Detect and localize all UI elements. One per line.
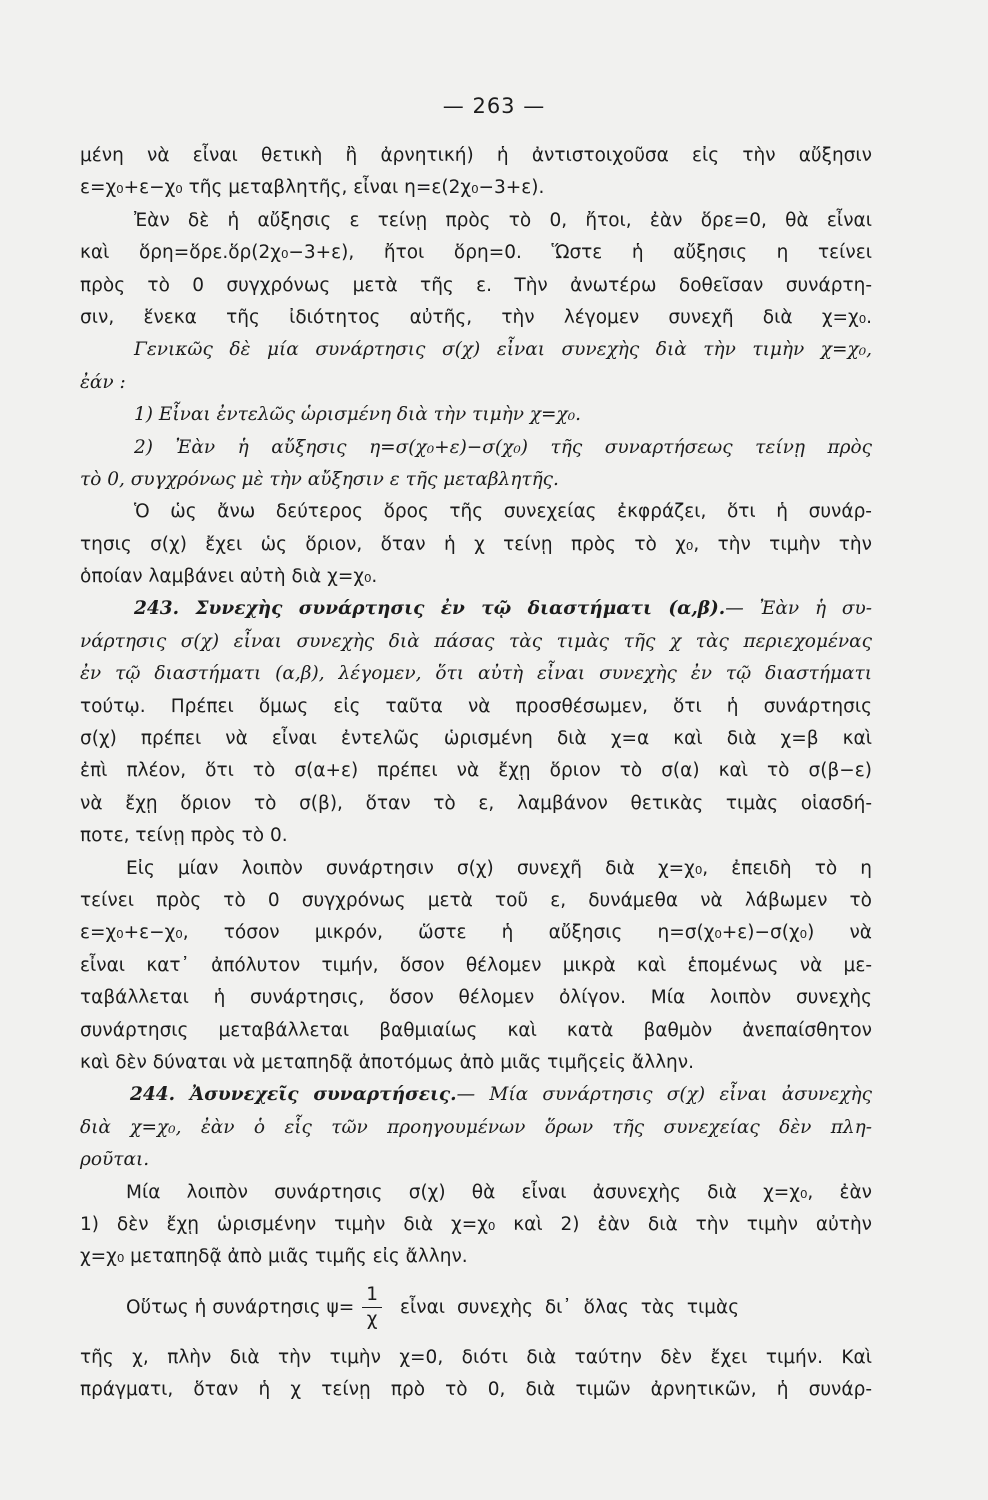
text-line: Μία λοιπὸν συνάρτησις σ(χ) θὰ εἶναι ἀσυνεχὴς διὰ χ=χ₀, ἐὰν [126,1181,872,1203]
text-line: μένη νὰ εἶναι θετικὴ ἢ ἀρνητική) ἡ ἀντιστοιχοῦσα εἰς τὴν αὔξησιν [80,145,872,166]
text-line: Ἐὰν δὲ ἡ αὔξησις ε τείνῃ πρὸς τὸ 0, ἤτοι, ἐὰν ὅρε=0, θὰ εἶναι [134,209,872,231]
section-244-heading-tail: — Μία συνάρτησις σ(χ) εἶναι ἀσυνεχὴς [456,1084,873,1106]
text-line: τησις σ(χ) ἔχει ὡς ὅριον, ὅταν ἡ χ τείνῃ πρὸς τὸ χ₀, τὴν τιμὴν τὴν [80,533,872,555]
text-line: νὰ ἔχῃ ὅριον τὸ σ(β), ὅταν τὸ ε, λαμβάνον θετικὰς τιμὰς οἱασδή- [80,792,872,814]
text-line: εἶναι κατ᾽ ἀπόλυτον τιμήν, ὅσον θέλομεν μικρὰ καὶ ἑπομένως νὰ με- [80,954,872,976]
text-line: νάρτησις σ(χ) εἶναι συνεχὴς διὰ πάσας τὰς τιμὰς τῆς χ τὰς περιεχομένας [80,630,872,652]
text-line: ροῦται. [80,1149,150,1171]
text-line: σιν, ἕνεκα τῆς ἰδιότητος αὐτῆς, τὴν λέγομεν συνεχῆ διὰ χ=χ₀. [80,306,872,328]
text-line: χ=χ₀ μεταπηδᾷ ἀπὸ μιᾶς τιμῆς εἰς ἄλλην. [80,1246,468,1268]
section-243-heading-line [80,593,872,625]
text-line: ἐπὶ πλέον, ὅτι τὸ σ(α+ε) πρέπει νὰ ἔχῃ ὅριον τὸ σ(α) καὶ τὸ σ(β−ε) [80,760,872,782]
text-line: Ὁ ὡς ἄνω δεύτερος ὅρος τῆς συνεχείας ἐκφράζει, ὅτι ἡ συνάρ- [134,501,872,523]
text-line: συνάρτησις μεταβάλλεται βαθμιαίως καὶ κατὰ βαθμὸν ἀνεπαίσθητον [80,1019,872,1041]
section-243-heading-tail: — Ἐὰν ἡ συ- [725,598,872,620]
text-line: ποτε, τείνῃ πρὸς τὸ 0. [80,825,288,847]
page-body [80,140,872,1406]
text-line: ἐάν : [80,371,126,393]
text-line: διὰ χ=χ₀, ἐὰν ὁ εἷς τῶν προηγουμένων ὅρων τῆς συνεχείας δὲν πλη- [80,1116,872,1138]
text-line: Γενικῶς δὲ μία συνάρτησις σ(χ) εἶναι συνεχὴς διὰ τὴν τιμὴν χ=χ₀, [134,339,872,361]
text-line: τὸ 0, συγχρόνως μὲ τὴν αὔξησιν ε τῆς μεταβλητῆς. [80,468,559,490]
fraction [362,1283,382,1332]
text-line: σ(χ) πρέπει νὰ εἶναι ἐντελῶς ὡρισμένη διὰ χ=α καὶ διὰ χ=β καὶ [80,728,872,750]
text-line: Εἰς μίαν λοιπὸν συνάρτησιν σ(χ) συνεχῆ διὰ χ=χ₀, ἐπειδὴ τὸ η [126,857,872,879]
text-line: ἐν τῷ διαστήματι (α,β), λέγομεν, ὅτι αὐτὴ εἶναι συνεχὴς ἐν τῷ διαστήματι [80,663,872,685]
section-244-heading: 244. Ἀσυνεχεῖς συναρτήσεις. [130,1084,457,1106]
text-line: ε=χ₀+ε−χ₀ τῆς μεταβλητῆς, εἶναι η=ε(2χ₀−3+ε). [80,177,545,199]
text-line: ὁποίαν λαμβάνει αὐτὴ διὰ χ=χ₀. [80,566,378,588]
text-line: 2) Ἐὰν ἡ αὔξησις η=σ(χ₀+ε)−σ(χ₀) τῆς συναρτήσεως τείνῃ πρὸς [134,436,872,458]
text-line: τῆς χ, πλὴν διὰ τὴν τιμὴν χ=0, διότι διὰ ταύτην δὲν ἔχει τιμήν. Καὶ [80,1346,872,1368]
fraction-numerator: 1 [362,1283,382,1308]
text-line: πρὸς τὸ 0 συγχρόνως μετὰ τῆς ε. Τὴν ἀνωτέρω δοθεῖσαν συνάρτη- [80,274,872,296]
text-line: 1) δὲν ἔχῃ ὡρισμένην τιμὴν διὰ χ=χ₀ καὶ 2) ἐὰν διὰ τὴν τιμὴν αὐτὴν [80,1213,872,1235]
section-244-heading-line [80,1079,872,1111]
fraction-suffix: εἶναι συνεχὴς δι᾽ ὅλας τὰς τιμὰς [400,1297,740,1319]
text-line: τούτῳ. Πρέπει ὅμως εἰς ταῦτα νὰ προσθέσωμεν, ὅτι ἡ συνάρτησις [80,695,872,717]
fraction-prefix: Οὕτως ἡ συνάρτησις ψ= [126,1297,355,1319]
section-243-heading: 243. Συνεχὴς συνάρτησις ἐν τῷ διαστήματι (α,β). [134,598,726,620]
text-line: καὶ δὲν δύναται νὰ μεταπηδᾷ ἀποτόμως ἀπὸ μιᾶς τιμῆςεἰς ἄλλην. [80,1051,694,1073]
text-line: τείνει πρὸς τὸ 0 συγχρόνως μετὰ τοῦ ε, δυνάμεθα νὰ λάβωμεν τὸ [80,889,872,911]
page-number: — 263 — [442,94,546,118]
fraction-denominator: χ [366,1309,378,1331]
fraction-line [80,1274,872,1342]
text-line: πράγματι, ὅταν ἡ χ τείνῃ πρὸ τὸ 0, διὰ τιμῶν ἀρνητικῶν, ἡ συνάρ- [80,1379,872,1401]
text-line: ε=χ₀+ε−χ₀, τόσον μικρόν, ὥστε ἡ αὔξησις η=σ(χ₀+ε)−σ(χ₀) νὰ [80,922,872,944]
text-line: 1) Εἶναι ἐντελῶς ὡρισμένη διὰ τὴν τιμὴν χ=χ₀. [134,404,582,426]
text-line: καὶ ὅρη=ὅρε.ὅρ(2χ₀−3+ε), ἤτοι ὅρη=0. Ὥστε ἡ αὔξησις η τείνει [80,242,872,264]
text-line: ταβάλλεται ἡ συνάρτησις, ὅσον θέλομεν ὀλίγον. Μία λοιπὸν συνεχὴς [80,987,872,1009]
